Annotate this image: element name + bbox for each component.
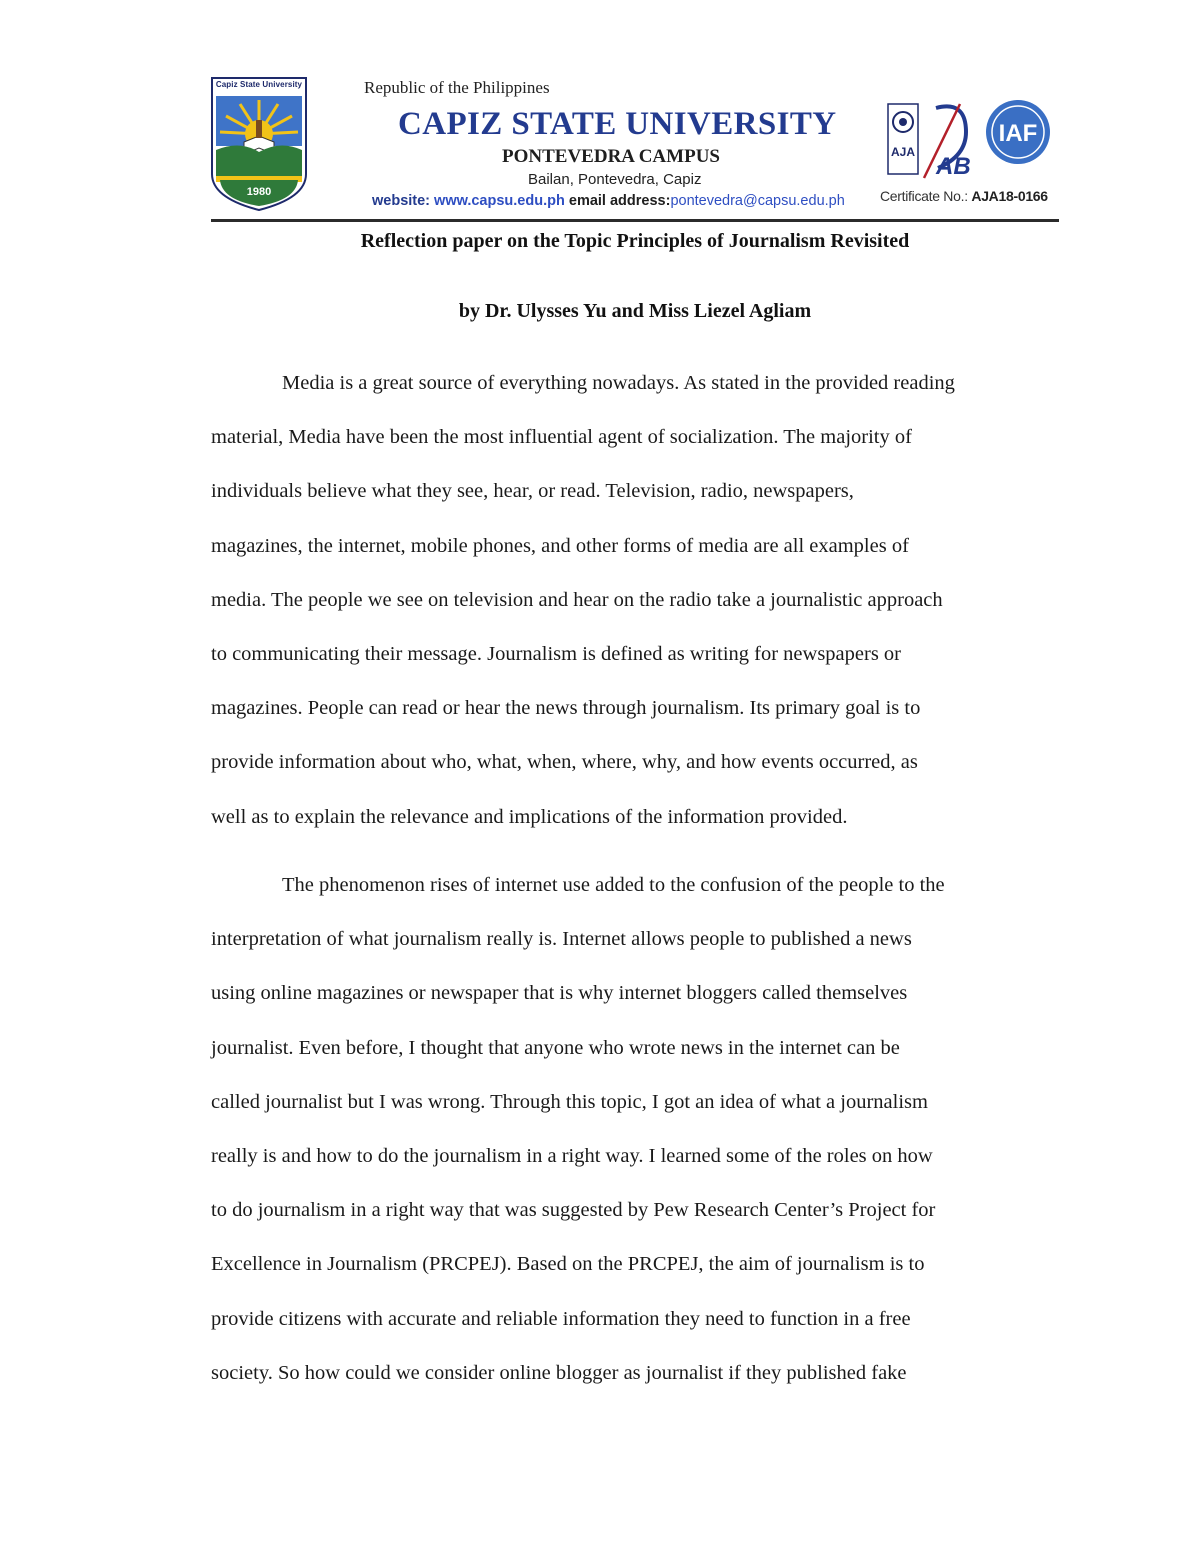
- paragraph-line: society. So how could we consider online blogger as journalist if they published fake: [211, 1361, 907, 1384]
- email-link[interactable]: pontevedra@capsu.edu.ph: [670, 193, 845, 209]
- campus-name: PONTEVEDRA CAMPUS: [502, 146, 720, 167]
- seal-label: Capiz State University: [215, 80, 303, 89]
- paragraph-1: [211, 356, 1056, 844]
- paragraph-2: [211, 858, 1056, 1400]
- email-label: email address:: [568, 193, 671, 209]
- campus-address: Bailan, Pontevedra, Capiz: [528, 171, 702, 188]
- university-name: CAPIZ STATE UNIVERSITY: [398, 106, 837, 142]
- letterhead: [210, 68, 1058, 218]
- paragraph-line: really is and how to do the journalism in a right way. I learned some of the roles on how: [211, 1145, 933, 1168]
- paragraph-line: Excellence in Journalism (PRCPEJ). Based on the PRCPEJ, the aim of journalism is to: [211, 1253, 925, 1276]
- paragraph-line: media. The people we see on television and hear on the radio take a journalistic approach: [211, 588, 943, 611]
- paragraph-line: Media is a great source of everything nowadays. As stated in the provided reading: [282, 372, 955, 394]
- paragraph-line: well as to explain the relevance and implications of the information provided.: [211, 805, 848, 828]
- seal-year: 1980: [246, 186, 272, 198]
- certificate-value: AJA18-0166: [971, 188, 1048, 204]
- paragraph-line: The phenomenon rises of internet use added to the confusion of the people to the: [282, 874, 945, 896]
- certificate-number: [880, 188, 1048, 204]
- university-seal: [210, 76, 308, 212]
- iaf-logo-icon: [986, 100, 1050, 164]
- svg-text:AB: AB: [936, 153, 971, 180]
- paragraph-line: interpretation of what journalism really is. Internet allows people to published a news: [211, 928, 912, 951]
- document-title: Reflection paper on the Topic Principles of Journalism Revisited: [360, 230, 910, 252]
- paragraph-line: magazines. People can read or hear the news through journalism. Its primary goal is to: [211, 697, 921, 720]
- document-byline: by Dr. Ulysses Yu and Miss Liezel Agliam: [458, 300, 812, 322]
- paragraph-line: to communicating their message. Journalism is defined as writing for newspapers or: [211, 643, 902, 666]
- paragraph-line: to do journalism in a right way that was suggested by Pew Research Center’s Project for: [211, 1199, 936, 1222]
- website-link[interactable]: www.capsu.edu.ph: [434, 193, 565, 209]
- country-name: Republic of the Philippines: [364, 78, 550, 97]
- header-divider: [211, 219, 1059, 222]
- paragraph-line: individuals believe what they see, hear, or read. Television, radio, newspapers,: [211, 480, 854, 503]
- paragraph-line: using online magazines or newspaper that is why internet bloggers called themselves: [211, 982, 908, 1005]
- aja-logo-icon: [888, 104, 918, 174]
- paragraph-line: magazines, the internet, mobile phones, and other forms of media are all examples of: [211, 534, 909, 557]
- paragraph-line: material, Media have been the most influential agent of socialization. The majority of: [211, 426, 912, 449]
- contact-line: [372, 193, 845, 209]
- paragraph-line: provide citizens with accurate and reliable information they need to function in a free: [211, 1307, 911, 1330]
- paragraph-line: journalist. Even before, I thought that anyone who wrote news in the internet can be: [211, 1036, 900, 1059]
- certification-logos: [880, 98, 1058, 213]
- ab-logo-icon: [924, 104, 971, 180]
- paragraph-line: provide information about who, what, when, where, why, and how events occurred, as: [211, 751, 918, 774]
- website-label: website:: [372, 193, 431, 209]
- paragraph-line: called journalist but I was wrong. Through this topic, I got an idea of what a journalism: [211, 1090, 928, 1113]
- certificate-label: Certificate No.:: [880, 188, 968, 204]
- svg-text:IAF: IAF: [998, 120, 1038, 147]
- svg-text:AJA: AJA: [890, 145, 916, 159]
